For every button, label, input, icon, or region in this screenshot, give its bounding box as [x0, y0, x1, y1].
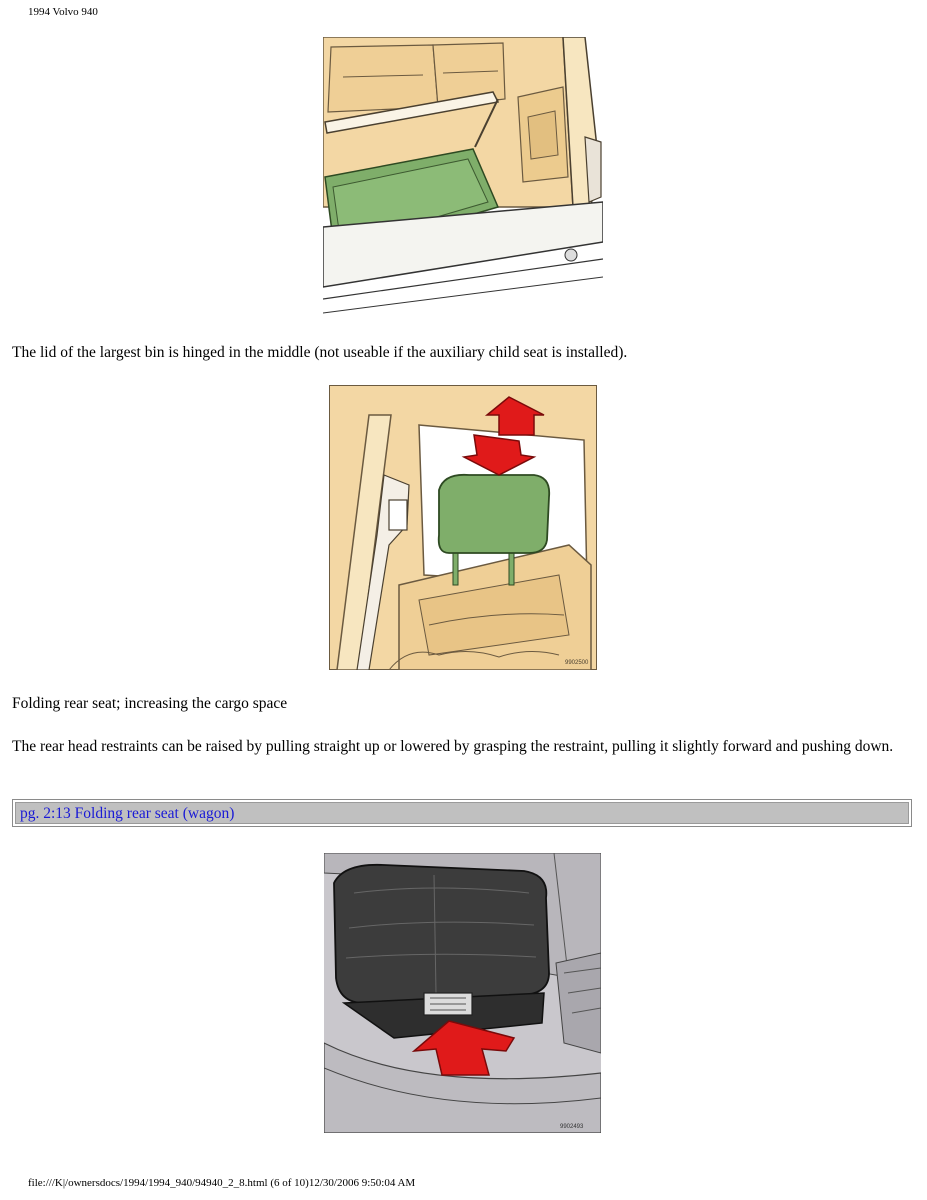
folding-rear-seat-link[interactable]: pg. 2:13 Folding rear seat (wagon) [20, 805, 235, 822]
headrest-figure-code: 9902500 [565, 660, 589, 666]
head-restraints-paragraph: The rear head restraints can be raised by pulling straight up or lowered by grasping the restraint, pulling it slightly forward and pushing down. [12, 738, 894, 755]
folding-caption-paragraph: Folding rear seat; increasing the cargo space [12, 695, 288, 712]
document-footer: file:///K|/ownersdocs/1994/1994_940/94940_2_8.html (6 of 10)12/30/2006 9:50:04 AM [28, 1177, 416, 1189]
section-header-bar [12, 799, 912, 827]
section-header-inner [15, 802, 909, 824]
head-restraint-illustration [329, 385, 597, 670]
seat-cushion-illustration [324, 853, 601, 1133]
cargo-bin-illustration [323, 37, 603, 320]
bin-lid-paragraph: The lid of the largest bin is hinged in the middle (not useable if the auxiliary child seat is installed). [12, 344, 628, 361]
document-header: 1994 Volvo 940 [28, 6, 98, 18]
seat-figure-code: 9902493 [560, 1124, 584, 1130]
